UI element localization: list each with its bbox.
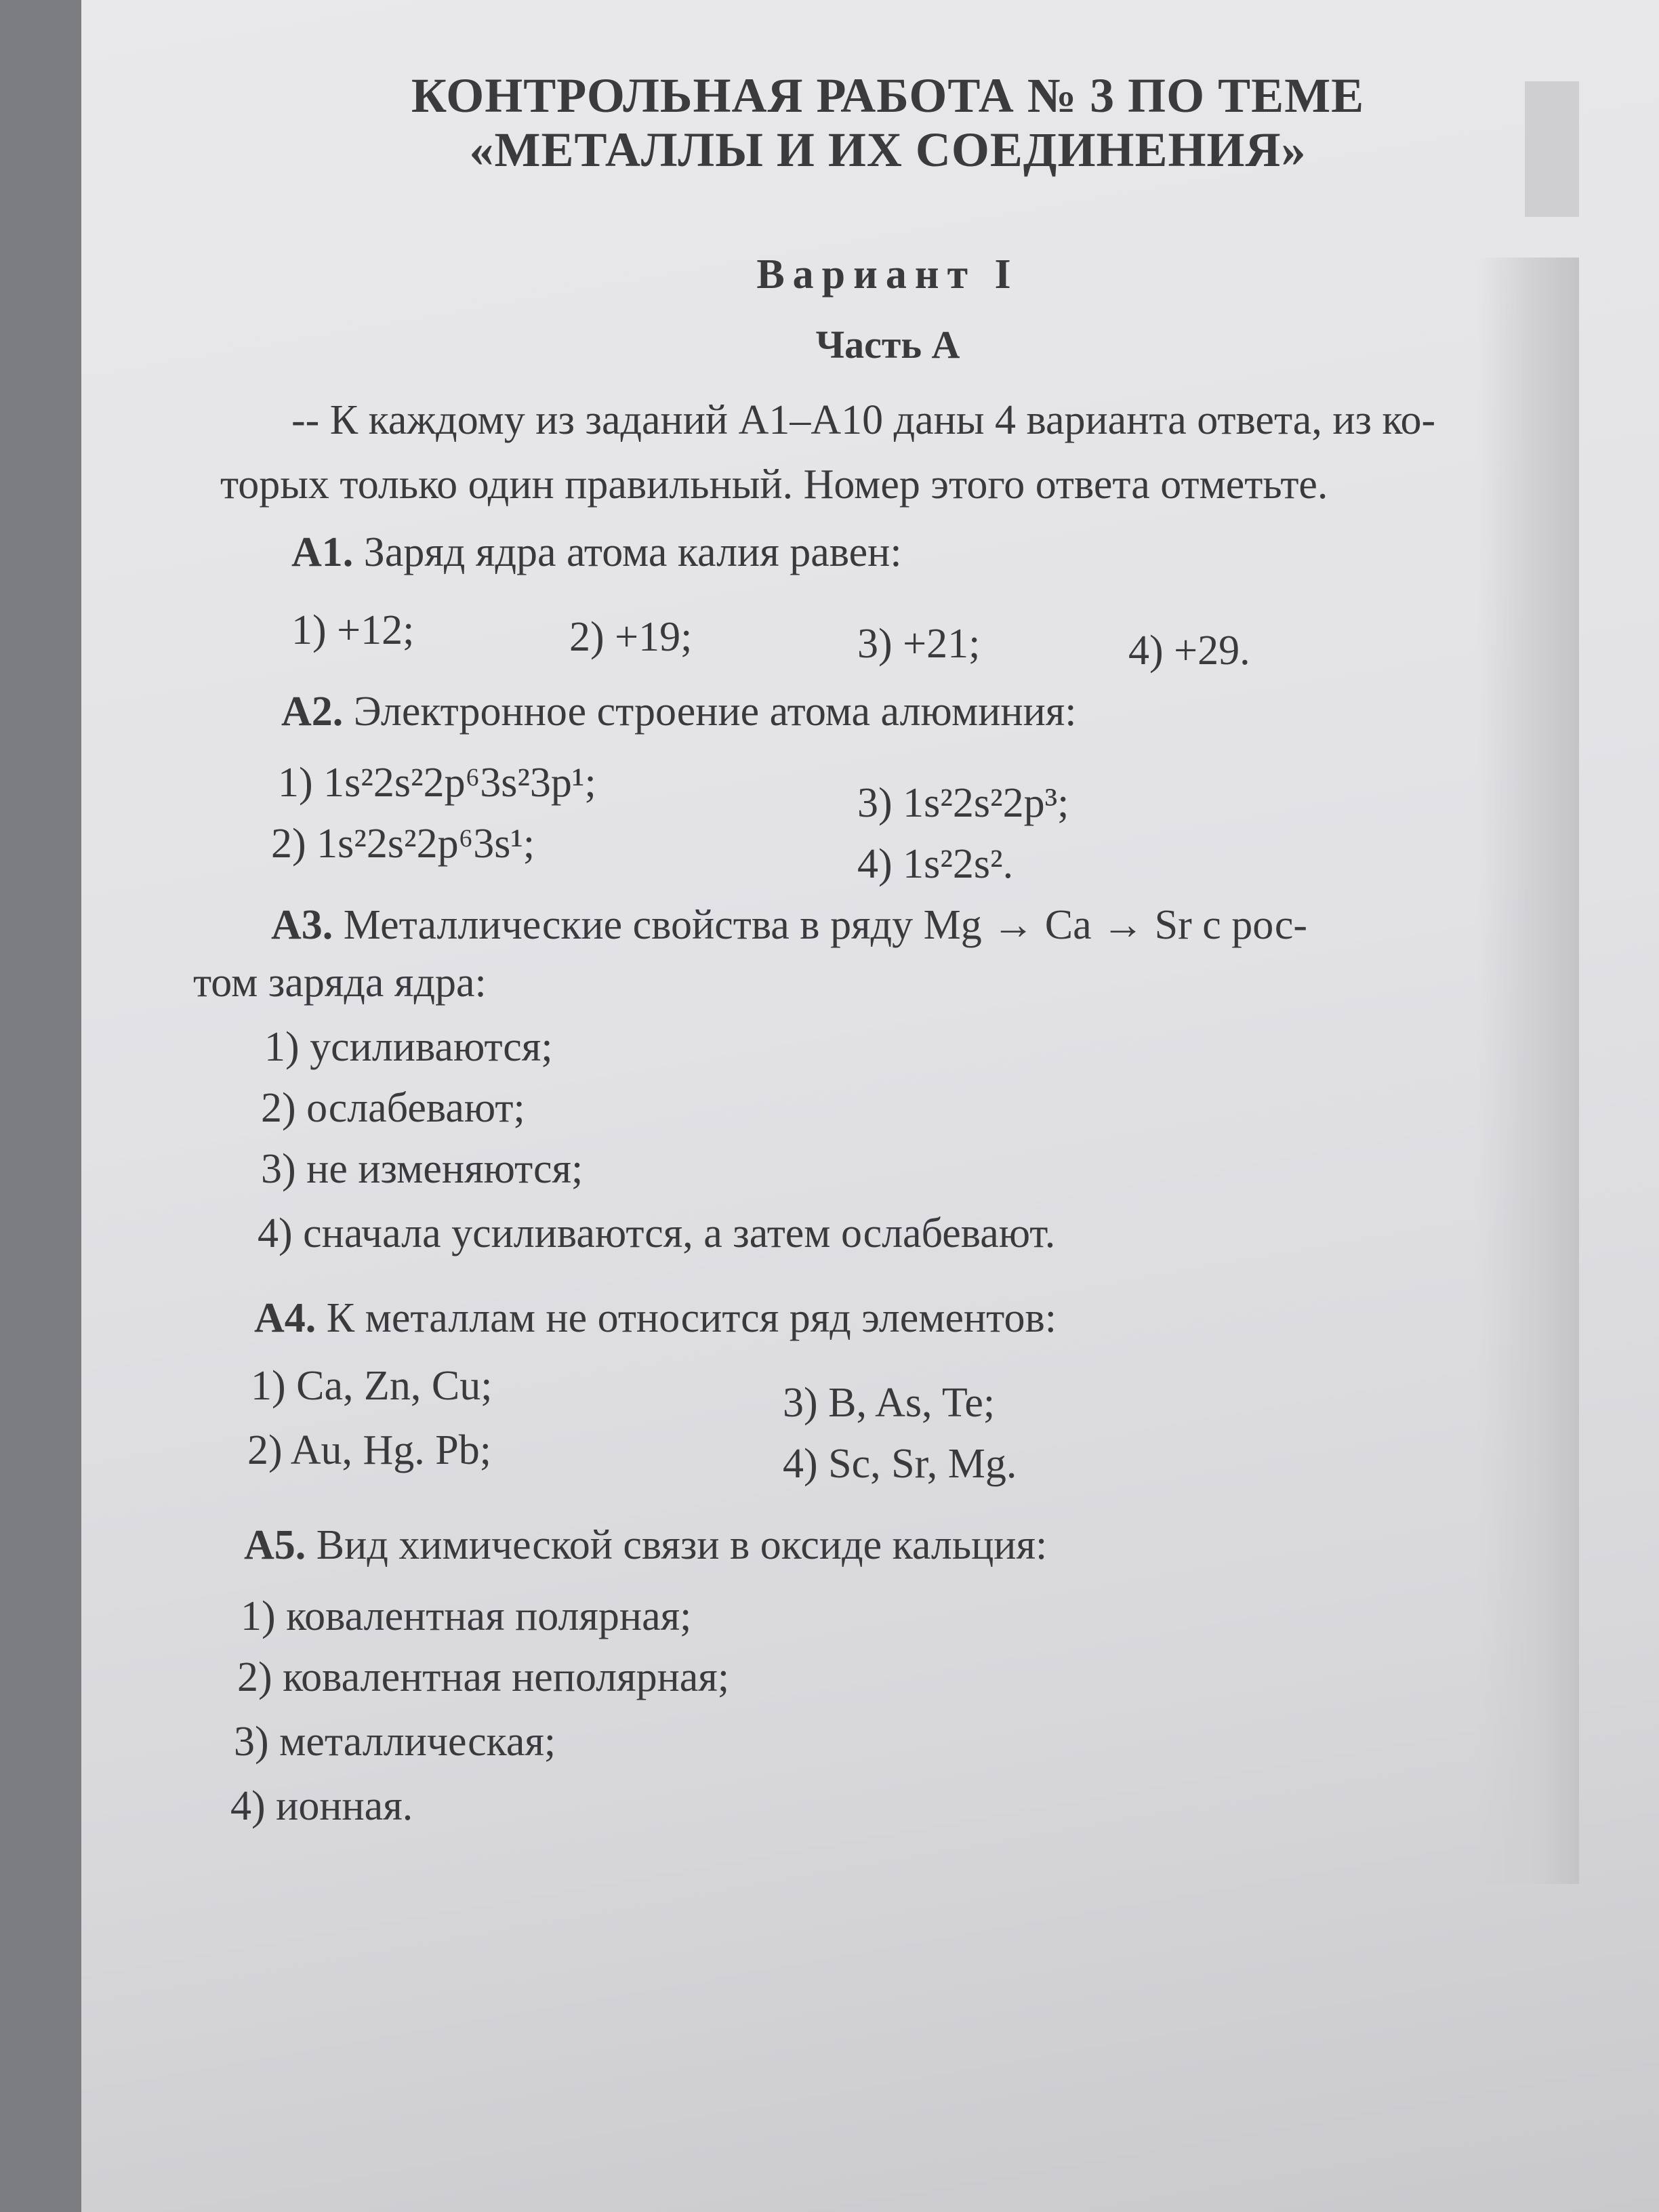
answer-option: 4) Sc, Sr, Mg. [783,1441,1017,1487]
answer-option: 2) ослабевают; [261,1085,525,1131]
question-a4 [254,1294,1057,1343]
page-shadow [1477,258,1579,1884]
question-number: А5. [244,1522,306,1568]
question-number: А3. [271,902,333,948]
answer-option: 1) ковалентная полярная; [241,1593,692,1639]
question-text: Металлические свойства в ряду Mg → Ca → Sr с рос- [343,902,1307,948]
answer-option: 2) +19; [569,614,693,660]
answer-option: 3) не изменяются; [261,1146,583,1192]
answer-option: 1) +12; [291,607,415,653]
question-a3 [271,901,1307,949]
document-title-line-2: «МЕТАЛЛЫ И ИХ СОЕДИНЕНИЯ» [469,123,1307,177]
question-text: Электронное строение атома алюминия: [353,689,1077,735]
instruction-line-1: -- К каждому из заданий А1–А10 даны 4 варианта ответа, из ко- [291,397,1436,443]
answer-option: 3) металлическая; [234,1719,556,1765]
answer-option: 4) 1s²2s². [857,841,1014,887]
answer-option: 1) усиливаются; [264,1024,553,1070]
part-heading: Часть А [815,323,960,367]
question-text: Заряд ядра атома калия равен: [363,529,902,575]
question-number: А2. [281,689,344,735]
answer-option: 4) ионная. [230,1783,413,1829]
answer-option: 2) 1s²2s²2p⁶3s¹; [271,821,535,867]
answer-option: 2) Au, Hg. Pb; [247,1427,491,1473]
question-number: А4. [254,1295,316,1341]
page-shadow [1525,81,1579,217]
answer-option: 3) 1s²2s²2p³; [857,780,1069,826]
question-text: Вид химической связи в оксиде кальция: [316,1522,1048,1568]
answer-option: 3) B, As, Te; [783,1380,996,1426]
question-text-continued: том заряда ядра: [193,960,487,1006]
variant-heading: Вариант I [756,251,1019,298]
answer-option: 4) сначала усиливаются, а затем ослабевают. [258,1210,1056,1256]
document-title-line-1: КОНТРОЛЬНАЯ РАБОТА № 3 ПО ТЕМЕ [411,68,1365,123]
question-a2 [281,688,1077,736]
answer-option: 4) +29. [1128,628,1250,674]
question-number: А1. [291,529,354,575]
answer-option: 1) 1s²2s²2p⁶3s²3p¹; [278,760,596,806]
question-a1 [291,529,902,577]
instruction-line-2: торых только один правильный. Номер этого ответа отметьте. [220,462,1328,508]
answer-option: 3) +21; [857,621,981,667]
question-a5 [244,1521,1047,1570]
question-text: К металлам не относится ряд элементов: [326,1295,1057,1341]
answer-option: 2) ковалентная неполярная; [237,1654,730,1700]
answer-option: 1) Ca, Zn, Cu; [251,1363,493,1409]
